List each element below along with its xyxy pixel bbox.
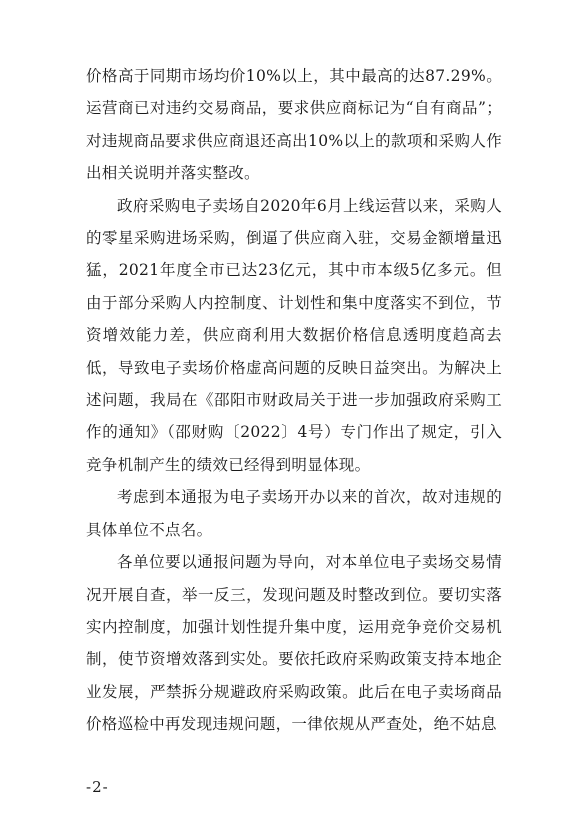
paragraph-background: 政府采购电子卖场自2020年6月上线运营以来，采购人的零星采购进场采购，倒逼了供应商入驻，交易金额增量迅猛，2021年度全市已达23亿元，其中市本级5亿多元。但由于部分采购人内控制度、计划性和集中度落实不到位，节资增效能力差，供应商利用大数据价格信息透明度趋高去低，导致电子卖场价格虚高问题的反映日益突出。为解决上述问题，我局在《邵阳市财政局关于进一步加强政府采购工作的通知》（邵财购〔2022〕4号）专门作出了规定，引入竞争机制产生的绩效已经得到明显体现。: [86, 196, 502, 474]
page-number: -2-: [86, 778, 109, 796]
paragraph-price-findings: 价格高于同期市场均价10%以上，其中最高的达87.29%。运营商已对违约交易商品，要求供应商标记为“自有商品”；对违规商品要求供应商退还高出10%以上的款项和采购人作出相关说明并落实整改。: [86, 67, 502, 183]
paragraph-requirements: 各单位要以通报问题为导向，对本单位电子卖场交易情况开展自查，举一反三，发现问题及时整改到位。要切实落实内控制度，加强计划性提升集中度，运用竞争竞价交易机制，使节资增效落到实处。要依托政府采购政策支持本地企业发展，严禁拆分规避政府采购政策。此后在电子卖场商品价格巡检中再发现违规问题，一律依规从严查处，绝不姑息: [86, 553, 502, 734]
paragraph-no-naming: 考虑到本通报为电子卖场开办以来的首次，故对违规的具体单位不点名。: [86, 488, 502, 539]
document-body: [86, 60, 502, 741]
